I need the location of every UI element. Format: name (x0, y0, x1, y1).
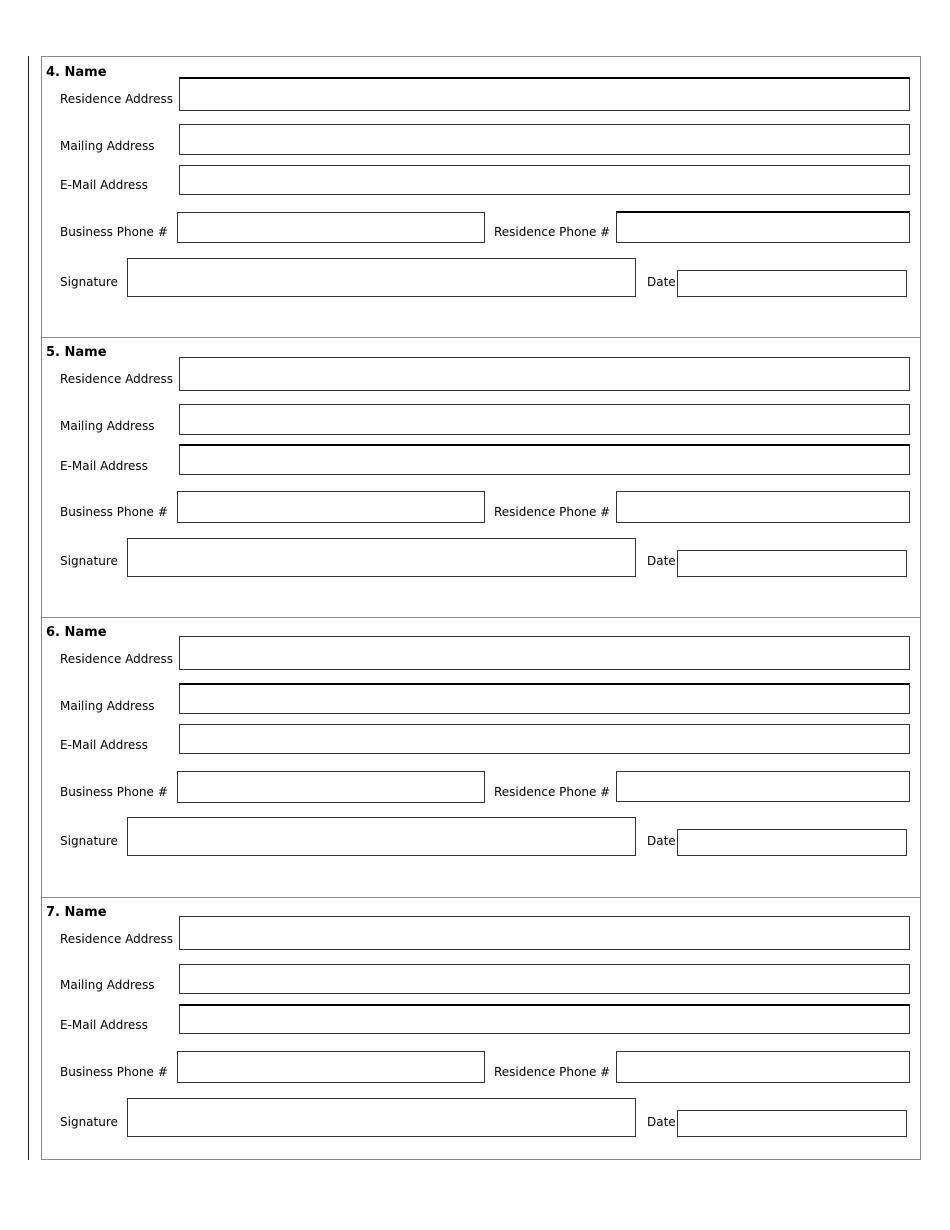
email-address-label: E-Mail Address (60, 459, 148, 473)
residence-address-label: Residence Address (60, 372, 173, 386)
business-phone-field[interactable] (177, 771, 485, 803)
person-section-5 (42, 337, 920, 618)
business-phone-field[interactable] (177, 1051, 485, 1083)
date-label: Date (647, 1115, 676, 1129)
signature-field[interactable] (127, 258, 636, 297)
left-margin-rule (28, 56, 29, 1160)
mailing-address-field[interactable] (179, 683, 910, 714)
residence-phone-field[interactable] (616, 211, 910, 243)
signature-label: Signature (60, 554, 118, 568)
date-label: Date (647, 554, 676, 568)
residence-phone-label: Residence Phone # (494, 505, 611, 519)
residence-phone-label: Residence Phone # (494, 225, 611, 239)
residence-address-field[interactable] (179, 916, 910, 950)
residence-phone-label: Residence Phone # (494, 1065, 611, 1079)
email-address-field[interactable] (179, 724, 910, 754)
person-section-7 (42, 897, 920, 1159)
section-title: 4. Name (46, 65, 107, 80)
signature-field[interactable] (127, 817, 636, 856)
mailing-address-label: Mailing Address (60, 978, 155, 992)
date-field[interactable] (677, 550, 907, 577)
residence-address-label: Residence Address (60, 652, 173, 666)
mailing-address-label: Mailing Address (60, 699, 155, 713)
residence-address-field[interactable] (179, 357, 910, 391)
signature-label: Signature (60, 834, 118, 848)
residence-address-label: Residence Address (60, 932, 173, 946)
residence-phone-field[interactable] (616, 1051, 910, 1083)
email-address-field[interactable] (179, 1004, 910, 1034)
residence-address-label: Residence Address (60, 92, 173, 106)
email-address-field[interactable] (179, 444, 910, 475)
residence-phone-label: Residence Phone # (494, 785, 611, 799)
business-phone-label: Business Phone # (60, 505, 168, 519)
email-address-field[interactable] (179, 165, 910, 195)
email-address-label: E-Mail Address (60, 1018, 148, 1032)
email-address-label: E-Mail Address (60, 738, 148, 752)
business-phone-field[interactable] (177, 212, 485, 243)
date-field[interactable] (677, 829, 907, 856)
mailing-address-field[interactable] (179, 404, 910, 435)
residence-address-field[interactable] (179, 77, 910, 111)
signature-label: Signature (60, 1115, 118, 1129)
business-phone-field[interactable] (177, 491, 485, 523)
date-field[interactable] (677, 1110, 907, 1137)
residence-address-field[interactable] (179, 636, 910, 670)
form-frame (41, 56, 921, 1160)
business-phone-label: Business Phone # (60, 785, 168, 799)
mailing-address-label: Mailing Address (60, 419, 155, 433)
business-phone-label: Business Phone # (60, 225, 168, 239)
residence-phone-field[interactable] (616, 771, 910, 802)
signature-label: Signature (60, 275, 118, 289)
business-phone-label: Business Phone # (60, 1065, 168, 1079)
email-address-label: E-Mail Address (60, 178, 148, 192)
date-label: Date (647, 834, 676, 848)
mailing-address-label: Mailing Address (60, 139, 155, 153)
section-title: 6. Name (46, 625, 107, 640)
section-title: 7. Name (46, 905, 107, 920)
signature-field[interactable] (127, 1098, 636, 1137)
section-title: 5. Name (46, 345, 107, 360)
mailing-address-field[interactable] (179, 964, 910, 994)
date-label: Date (647, 275, 676, 289)
mailing-address-field[interactable] (179, 124, 910, 155)
person-section-4 (42, 57, 920, 338)
residence-phone-field[interactable] (616, 491, 910, 523)
person-section-6 (42, 617, 920, 898)
signature-field[interactable] (127, 538, 636, 577)
date-field[interactable] (677, 270, 907, 297)
